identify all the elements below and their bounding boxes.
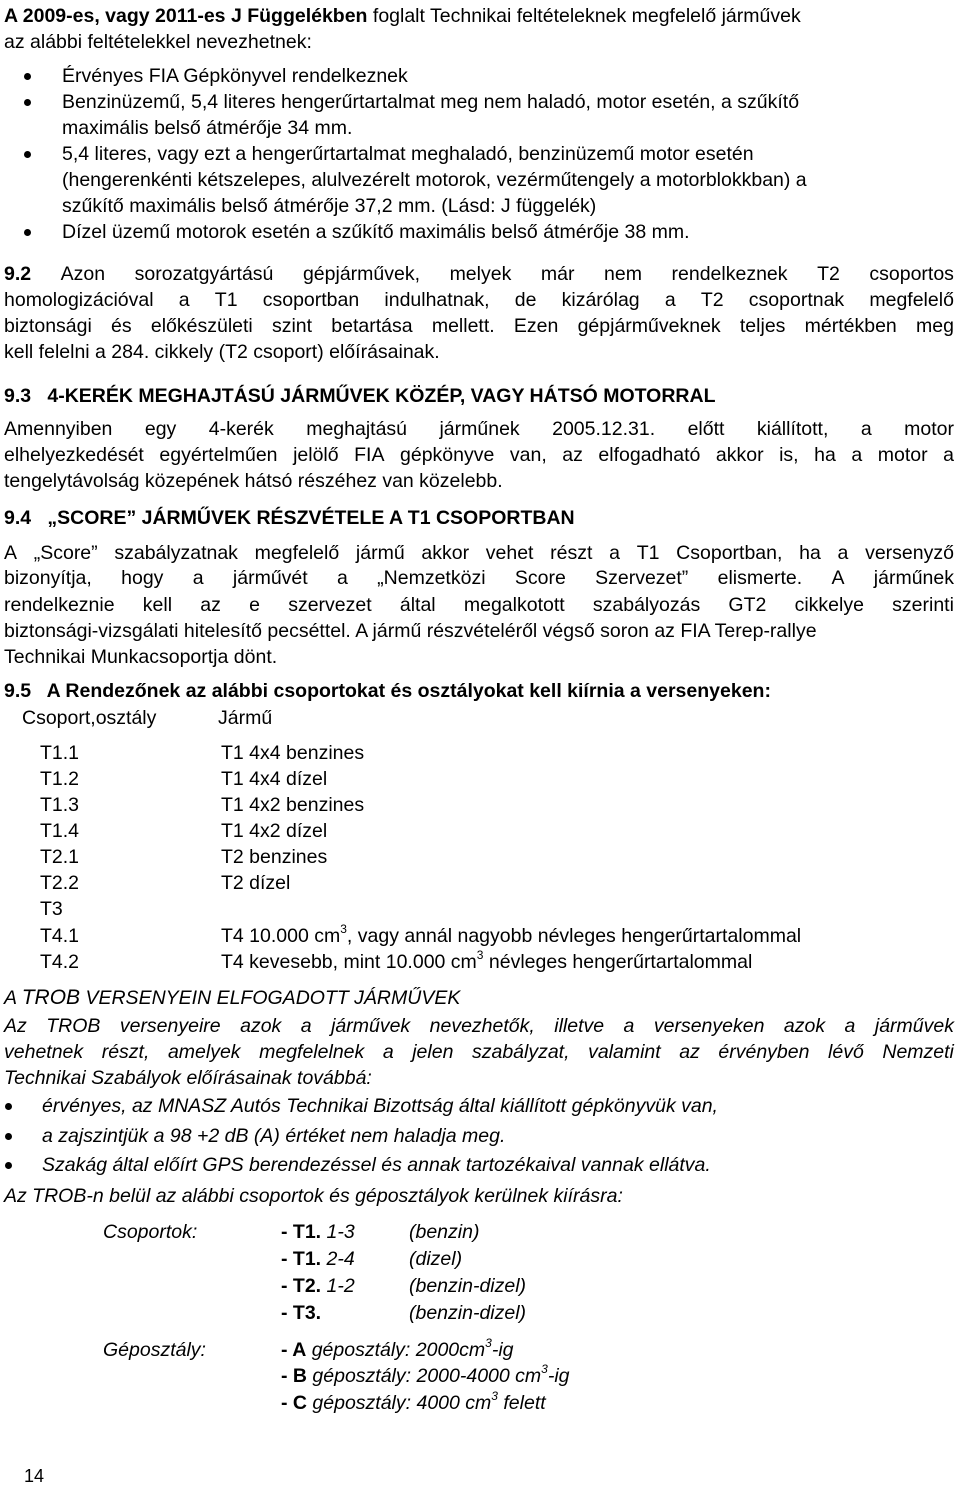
s94-line-5: Technikai Munkacsoportja dönt. — [4, 646, 278, 668]
word: versenyeire — [119, 1015, 221, 1037]
s93-line-1 — [4, 417, 954, 441]
word: csoportnak — [748, 289, 845, 311]
engine-class-code: - A — [281, 1339, 307, 1361]
word: a — [943, 444, 954, 466]
section-number: 9.2 — [4, 263, 32, 285]
word: előtt — [687, 418, 725, 440]
groups-label: Csoportok: — [103, 1221, 198, 1243]
word: megfelelő — [869, 289, 954, 311]
word: a — [844, 1015, 856, 1037]
word: versenyző — [865, 542, 954, 564]
word: TROB — [46, 1015, 101, 1037]
group-code: - T1. — [281, 1221, 322, 1243]
word: és — [111, 315, 132, 337]
word: teljes — [739, 315, 786, 337]
word: gépkönyve — [400, 444, 495, 466]
class-desc — [221, 924, 801, 948]
bullet-item: 5,4 literes, vagy ezt a hengerűrtartalmat meghaladó, benzinüzemű motor esetén — [62, 143, 754, 165]
word: vehet — [485, 542, 534, 564]
superscript: 3 — [476, 948, 484, 962]
word: motor — [904, 418, 954, 440]
word: „Nemzetközi — [377, 567, 486, 589]
word: e — [249, 594, 260, 616]
group-item — [281, 1220, 355, 1244]
engine-class — [281, 1338, 514, 1362]
group-item — [281, 1301, 321, 1325]
word: Score — [514, 567, 566, 589]
word: amelyek — [167, 1041, 241, 1063]
word: mellett. — [431, 315, 495, 337]
word: Az — [4, 1015, 27, 1037]
s92-line-3 — [4, 314, 954, 338]
group-range: 2-4 — [321, 1248, 355, 1270]
word: is, — [779, 444, 799, 466]
superscript: 3 — [491, 1389, 498, 1403]
word: járművét — [232, 567, 308, 589]
word: gépjárművek, — [302, 263, 421, 285]
class-code: T3 — [40, 898, 63, 920]
engine-class-suffix: -ig — [547, 1365, 570, 1387]
class-code: T4.1 — [40, 925, 80, 947]
engine-class-desc: géposztály: 2000cm — [306, 1339, 486, 1361]
class-desc: T2 benzines — [221, 846, 328, 868]
trob-title — [4, 986, 460, 1010]
word: az — [562, 444, 583, 466]
classes-label: Géposztály: — [103, 1339, 206, 1361]
intro-line-1 — [4, 4, 801, 28]
word: mértékben — [804, 315, 897, 337]
word: A — [4, 542, 18, 564]
word: ha — [814, 444, 836, 466]
word: jelen — [412, 1041, 454, 1063]
word: érvényben — [718, 1041, 810, 1063]
engine-class-code: - C — [281, 1392, 307, 1414]
word: 4-kerék — [208, 418, 274, 440]
group-code: - T3. — [281, 1302, 322, 1324]
word: szerinti — [892, 594, 954, 616]
word: versenyeken — [653, 1015, 765, 1037]
trob-bullet: a zajszintjük a 98 +2 dB (A) értéket nem haladja meg. — [42, 1125, 506, 1147]
word: „Score” — [33, 542, 98, 564]
group-fuel: (benzin-dizel) — [409, 1275, 527, 1297]
word: rendelkeznie — [4, 594, 115, 616]
word: a — [192, 567, 204, 589]
word: hogy — [121, 567, 164, 589]
word: elhelyezkedését — [4, 444, 144, 466]
bullet-item: Érvényes FIA Gépkönyvel rendelkeznek — [62, 65, 408, 87]
word: azok — [783, 1015, 826, 1037]
bullet-dot — [24, 229, 31, 236]
word: biztonsági — [4, 315, 92, 337]
class-code: T1.2 — [40, 768, 80, 790]
class-code: T1.3 — [40, 794, 80, 816]
superscript: 3 — [541, 1362, 548, 1376]
s94-heading: 9.4 „SCORE” JÁRMŰVEK RÉSZVÉTELE A T1 CSOPORTBAN — [4, 507, 575, 529]
word: már — [540, 263, 575, 285]
word: előkészületi — [150, 315, 253, 337]
word: nevezhetők, — [429, 1015, 535, 1037]
bullet-dot — [5, 1103, 12, 1110]
page-number: 14 — [24, 1466, 45, 1486]
word: kiállított, — [756, 418, 829, 440]
word: T2 — [817, 263, 840, 285]
group-fuel: (dizel) — [409, 1248, 463, 1270]
word: járművek — [874, 1015, 954, 1037]
word: azok — [240, 1015, 282, 1037]
s94-line-1 — [4, 541, 954, 565]
word: meghajtású — [306, 418, 408, 440]
bullet-item-cont: maximális belső átmérője 34 mm. — [62, 117, 353, 139]
word: szabályozás — [592, 594, 701, 616]
bullet-dot — [5, 1133, 12, 1140]
word: akkor — [715, 444, 764, 466]
word: járműnek — [873, 567, 954, 589]
class-desc: T1 4x2 dízel — [221, 820, 328, 842]
word: meg — [916, 315, 954, 337]
word: az — [679, 1041, 700, 1063]
word: a — [860, 418, 872, 440]
word: a — [382, 1041, 394, 1063]
word: de — [514, 289, 537, 311]
word: illetve — [554, 1015, 605, 1037]
word: rendelkeznek — [671, 263, 788, 285]
word: szervezet — [288, 594, 372, 616]
word: melyek — [449, 263, 512, 285]
word: indulhatnak, — [384, 289, 490, 311]
bullet-item: Dízel üzemű motorok esetén a szűkítő maximális belső átmérője 38 mm. — [62, 221, 690, 243]
trob-p1 — [4, 1014, 954, 1038]
word: sorozatgyártású — [134, 263, 274, 285]
word: gépjárműveknek — [577, 315, 721, 337]
class-desc-rest: névleges hengerűrtartalommal — [483, 951, 753, 973]
word: megalkotott — [463, 594, 565, 616]
trob-title-b: TROB — [21, 986, 81, 1009]
word: Azon — [60, 263, 106, 285]
word: akkor — [421, 542, 470, 564]
engine-class-desc: géposztály: 4000 cm — [307, 1392, 492, 1414]
class-code: T2.2 — [40, 872, 80, 894]
word: Szervezet” — [595, 567, 689, 589]
word: nem — [604, 263, 642, 285]
s94-line-3 — [4, 593, 954, 617]
intro-line-2: az alábbi feltételekkel nevezhetnek: — [4, 31, 312, 53]
group-code: - T2. — [281, 1275, 322, 1297]
word: a — [837, 542, 849, 564]
s95-heading: 9.5 A Rendezőnek az alábbi csoportokat és osztályokat kell kiírnia a versenyeken: — [4, 680, 771, 702]
class-desc — [221, 950, 752, 974]
class-desc: T1 4x2 benzines — [221, 794, 365, 816]
word: T1 — [636, 542, 660, 564]
word: A — [831, 567, 845, 589]
word: elismerte. — [717, 567, 803, 589]
word: T1 — [214, 289, 238, 311]
trob-bullet: Szakág által előírt GPS berendezéssel és annak tartozékaival vannak ellátva. — [42, 1154, 711, 1176]
word: FIA — [354, 444, 385, 466]
word: az — [200, 594, 221, 616]
class-desc-text: T4 10.000 cm — [221, 925, 341, 947]
word: részt — [550, 542, 593, 564]
group-fuel: (benzin-dizel) — [409, 1302, 527, 1324]
word: jelölő — [293, 444, 339, 466]
word: bizonyítja, — [4, 567, 92, 589]
word: részt, — [101, 1041, 150, 1063]
intro-rest: foglalt Technikai feltételeknek megfelelő járművek — [367, 5, 801, 27]
word: a — [337, 567, 348, 589]
class-desc: T1 4x4 dízel — [221, 768, 328, 790]
word: szint — [271, 315, 313, 337]
word: valamint — [588, 1041, 661, 1063]
word: a — [623, 1015, 635, 1037]
engine-class-code: - B — [281, 1365, 307, 1387]
bullet-dot — [24, 73, 31, 80]
trob-bullet: érvényes, az MNASZ Autós Technikai Bizottság által kiállított gépkönyvük van, — [42, 1095, 718, 1117]
trob-p3: Technikai Szabályok előírásainak továbbá: — [4, 1067, 372, 1089]
bullet-item-cont: szűkítő maximális belső átmérője 37,2 mm. (Lásd: J függelék) — [62, 195, 597, 217]
word: elfogadható — [598, 444, 701, 466]
bullet-dot — [24, 151, 31, 158]
class-code: T1.4 — [40, 820, 80, 842]
s93-line-2 — [4, 443, 954, 467]
s93-heading: 9.3 4-KERÉK MEGHAJTÁSÚ JÁRMŰVEK KÖZÉP, VAGY HÁTSÓ MOTORRAL — [4, 385, 716, 407]
word: megfelelnek — [259, 1041, 365, 1063]
word: szabályzat, — [471, 1041, 570, 1063]
engine-class-desc: géposztály: 2000-4000 cm — [307, 1365, 542, 1387]
word: megfelelő — [254, 542, 340, 564]
word: egy — [144, 418, 177, 440]
class-code: T2.1 — [40, 846, 80, 868]
word: van, — [509, 444, 547, 466]
word: cikkelye — [794, 594, 864, 616]
word: csoportos — [869, 263, 954, 285]
s92-line-1 — [4, 262, 954, 286]
class-desc-text: T4 kevesebb, mint 10.000 cm — [221, 951, 477, 973]
word: által — [399, 594, 436, 616]
word: jármű — [355, 542, 405, 564]
word: ha — [799, 542, 821, 564]
word: Ezen — [513, 315, 559, 337]
intro-bold: A 2009-es, vagy 2011-es J Függelékben — [4, 5, 368, 27]
word: a — [178, 289, 190, 311]
word: a — [300, 1015, 312, 1037]
trob-title-a: A — [4, 987, 22, 1009]
word: 2005.12.31. — [552, 418, 656, 440]
table-header-group: Csoport,osztály — [22, 707, 157, 729]
word: kell — [142, 594, 173, 616]
word: járműnek — [439, 418, 520, 440]
bullet-dot — [5, 1162, 12, 1169]
engine-class — [281, 1364, 570, 1388]
word: vehetnek — [4, 1041, 84, 1063]
word: T2 — [700, 289, 724, 311]
table-header-vehicle: Jármű — [218, 707, 273, 729]
s92-line-4: kell felelni a 284. cikkely (T2 csoport) előírásainak. — [4, 341, 440, 363]
word: homologizációval — [4, 289, 154, 311]
word: motor — [877, 444, 928, 466]
word: csoportban — [262, 289, 360, 311]
trob-title-c: VERSENYEIN ELFOGADOTT JÁRMŰVEK — [80, 987, 461, 1009]
engine-class — [281, 1391, 546, 1415]
word: a — [851, 444, 863, 466]
word: kizárólag — [561, 289, 640, 311]
group-item — [281, 1274, 355, 1298]
superscript: 3 — [485, 1336, 492, 1350]
trob-p2 — [4, 1040, 954, 1064]
word: a — [664, 289, 676, 311]
trob-p4: Az TROB-n belül az alábbi csoportok és géposztályok kerülnek kiírásra: — [4, 1185, 623, 1207]
word: a — [609, 542, 620, 564]
word: egyértelműen — [159, 444, 278, 466]
word: lévő — [828, 1041, 864, 1063]
word: GT2 — [728, 594, 767, 616]
word: betartása — [331, 315, 413, 337]
bullet-dot — [24, 99, 31, 106]
class-code: T4.2 — [40, 951, 80, 973]
word: Nemzeti — [882, 1041, 954, 1063]
word: járművek — [331, 1015, 411, 1037]
s92-line-2 — [4, 288, 954, 312]
engine-class-suffix: felett — [497, 1392, 546, 1414]
bullet-item-cont: (hengerenkénti kétszelepes, alulvezérelt motorok, vezérműtengely a motorblokkban) a — [62, 169, 807, 191]
class-desc: T2 dízel — [221, 872, 291, 894]
s94-line-4: biztonsági-vizsgálati hitelesítő pecséttel. A jármű részvételéről végső soron az FIA Terep-rallye — [4, 620, 817, 642]
word: Amennyiben — [4, 418, 113, 440]
group-item — [281, 1247, 355, 1271]
class-code: T1.1 — [40, 742, 80, 764]
group-code: - T1. — [281, 1248, 322, 1270]
word: Csoportban, — [676, 542, 783, 564]
engine-class-suffix: -ig — [491, 1339, 514, 1361]
group-range: 1-3 — [321, 1221, 355, 1243]
bullet-item: Benzinüzemű, 5,4 literes hengerűrtartalmat meg nem haladó, motor esetén, a szűkítő — [62, 91, 800, 113]
s94-line-2 — [4, 566, 954, 590]
class-desc-rest: , vagy annál nagyobb névleges hengerűrtartalommal — [346, 925, 802, 947]
group-fuel: (benzin) — [409, 1221, 480, 1243]
s93-line-3: tengelytávolság közepének hátsó részéhez van közelebb. — [4, 470, 503, 492]
class-desc: T1 4x4 benzines — [221, 742, 365, 764]
superscript: 3 — [340, 922, 347, 936]
group-range: 1-2 — [321, 1275, 355, 1297]
word: szabályzatnak — [114, 542, 238, 564]
